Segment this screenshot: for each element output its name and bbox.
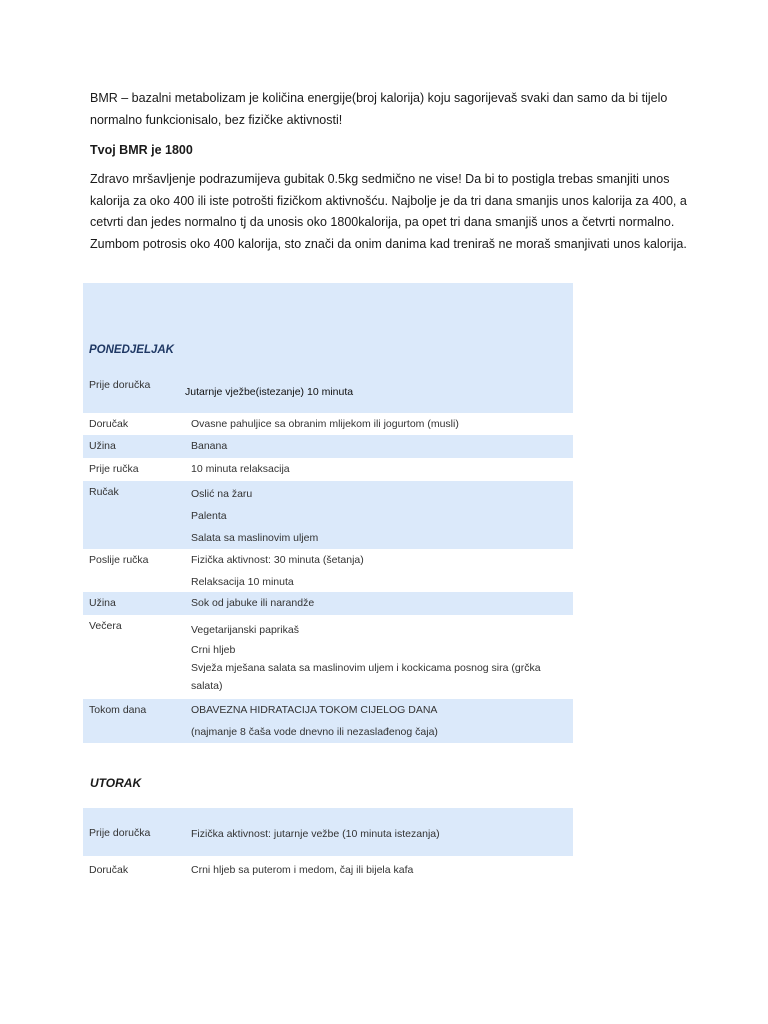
row-value: Banana — [191, 440, 228, 452]
row-value: Fizička aktivnost: jutarnje vežbe (10 minuta istezanja) — [191, 828, 440, 840]
row-value: Sok od jabuke ili narandže — [191, 597, 315, 609]
row-label: Prije doručka — [89, 379, 151, 391]
row-label: Poslije ručka — [89, 554, 149, 566]
table-row — [83, 699, 573, 743]
table-row — [83, 592, 573, 615]
row-value: 10 minuta relaksacija — [191, 463, 290, 475]
table-row — [83, 413, 573, 435]
monday-header-row — [83, 283, 573, 413]
row-value: OBAVEZNA HIDRATACIJA TOKOM CIJELOG DANA (najmanje 8 čaša vode dnevno ili nezaslađenog čaja) — [191, 704, 438, 738]
row-value: Crni hljeb sa puterom i medom, čaj ili bijela kafa — [191, 864, 414, 876]
row-value: Ovasne pahuljice sa obranim mlijekom ili jogurtom (musli) — [191, 418, 459, 430]
day-title-monday: PONEDJELJAK — [89, 344, 174, 356]
row-label: Večera — [89, 620, 122, 632]
row-label: Doručak — [89, 418, 129, 430]
row-label: Ručak — [89, 486, 119, 498]
row-value: Vegetarijanski paprikaš Crni hljeb Svježa mješana salata sa maslinovim uljem i kockicama posnog sira (grčka salata) — [191, 624, 541, 692]
row-label: Tokom dana — [89, 704, 147, 716]
row-label: Užina — [89, 597, 116, 609]
table-row — [83, 458, 573, 481]
table-row — [83, 481, 573, 549]
row-label: Doručak — [89, 864, 129, 876]
monday-table — [83, 283, 573, 743]
table-row — [83, 856, 573, 896]
table-row — [83, 808, 573, 856]
row-label: Prije doručka — [89, 827, 151, 839]
table-row — [83, 435, 573, 458]
day-title-tuesday: UTORAK — [90, 776, 142, 790]
row-label: Prije ručka — [89, 463, 139, 475]
row-value: Fizička aktivnost: 30 minuta (šetanja) Relaksacija 10 minuta — [191, 554, 364, 588]
table-row — [83, 549, 573, 592]
row-value: Jutarnje vježbe(istezanje) 10 minuta — [185, 386, 354, 398]
table-row — [83, 615, 573, 699]
bmr-value: Tvoj BMR je 1800 — [90, 143, 193, 157]
tuesday-table — [83, 808, 573, 896]
row-label: Užina — [89, 440, 116, 452]
bmr-definition: BMR – bazalni metabolizam je količina energije(broj kalorija) koju sagorijevaš svaki dan samo da bi tijelo normalno funkcionisalo, bez fizičke aktivnosti! — [90, 91, 668, 127]
row-value: Oslić na žaru Palenta Salata sa maslinovim uljem — [191, 488, 319, 544]
weight-loss-advice: Zdravo mršavljenje podrazumijeva gubitak 0.5kg sedmično ne vise! Da bi to postigla trebas smanjiti unos kalorija za oko 400 ili iste potrošti fizičkom aktivnošću. Najbolje je da tri dana smanjis unos kalorija za 400, a cetvrti dan jedes normalno tj da unosis oko 1800kalorija, pa opet tri dana smanjiš unos a četvrti normalno. Zumbom potrosis oko 400 kalorija, sto znači da onim danima kad treniraš ne moraš smanjivati unos kalorija. — [90, 172, 687, 251]
